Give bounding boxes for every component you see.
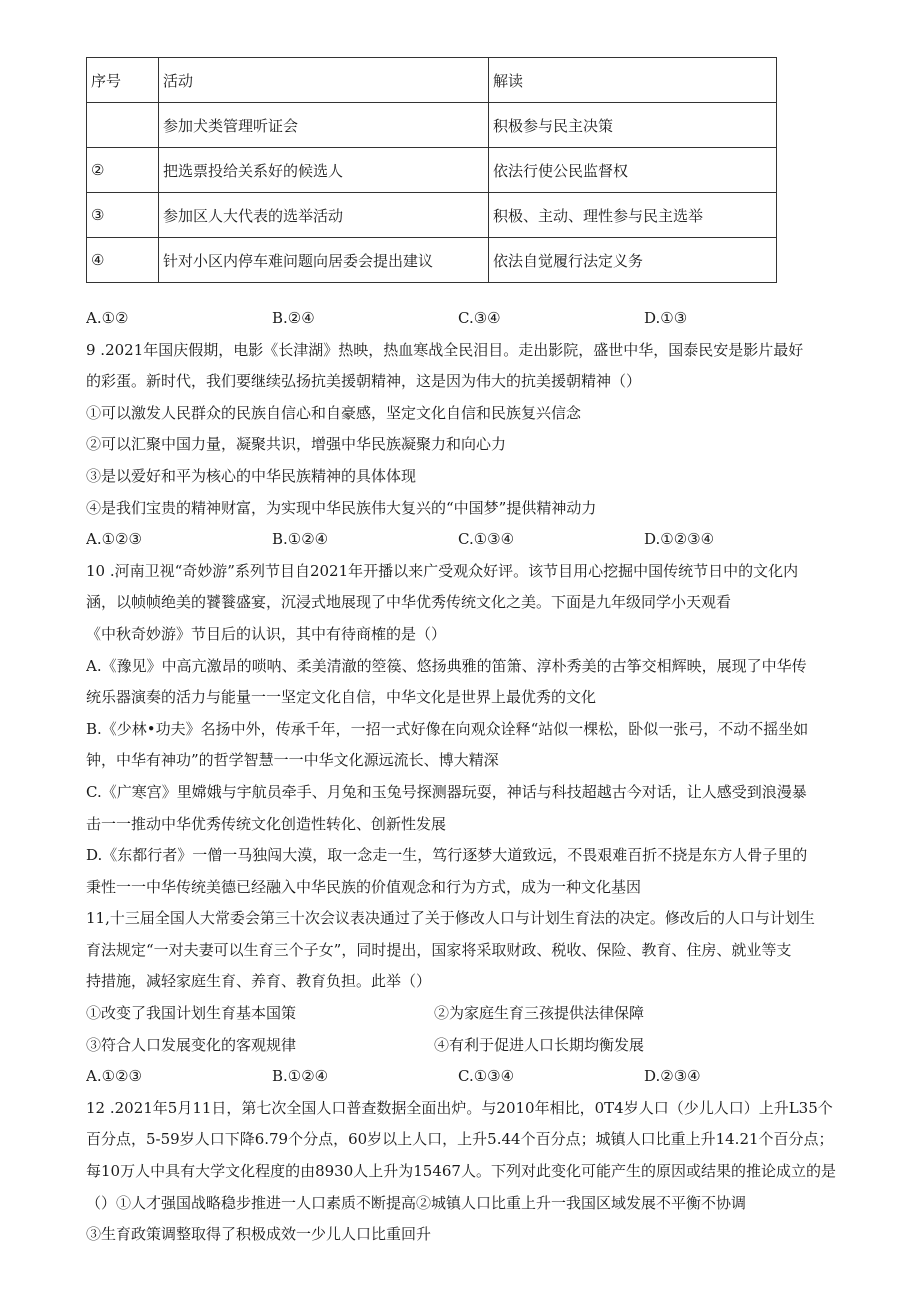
- option-b: B.②④: [272, 309, 315, 327]
- q12-stem-line: ③生育政策调整取得了积极成效一少儿人口比重回升: [86, 1225, 432, 1244]
- q9-item: ③是以爱好和平为核心的中华民族精神的具体体现: [86, 466, 417, 485]
- option-a: A.①②: [86, 309, 129, 327]
- option-b: B.①②④: [272, 530, 329, 549]
- table-cell: ②: [87, 148, 159, 193]
- option-d: D.①③: [644, 309, 688, 327]
- table-cell: ③: [87, 193, 159, 238]
- q9-item: ②可以汇聚中国力量，凝聚共识，增强中华民族凝聚力和向心力: [86, 435, 507, 454]
- table-cell: 参加犬类管理听证会: [159, 103, 489, 148]
- q10-choice-b: 钟，中华有神功”的哲学智慧一一中华文化源远流长、博大精深: [86, 751, 499, 770]
- q11-item: ②为家庭生育三孩提供法律保障: [434, 1004, 645, 1023]
- q9-stem-line: 9 .2021年国庆假期，电影《长津湖》热映，热血寒战全民泪目。走出影院，盛世中华，国泰民安是影片最好: [86, 340, 804, 359]
- q11-stem-line: 育法规定“一对夫妻可以生育三个子女”，同时提出，国家将采取财政、税收、保险、教育、住房、就业等支: [86, 940, 792, 959]
- q9-item: ④是我们宝贵的精神财富，为实现中华民族伟大复兴的“中国梦”提供精神动力: [86, 498, 597, 517]
- option-c: C.③④: [458, 309, 501, 327]
- q11-stem-line: 11,十三届全国人大常委会第三十次会议表决通过了关于修改人口与计划生育法的决定。修改后的人口与计划生: [86, 909, 815, 928]
- q10-stem-line: 10 .河南卫视“奇妙游”系列节目自2021年开播以来广受观众好评。该节目用心挖掘中国传统节日中的文化内: [86, 561, 799, 580]
- option-d: D.①②③④: [644, 530, 715, 549]
- activity-table: [86, 57, 777, 283]
- option-c: C.①③④: [458, 1067, 515, 1086]
- q10-choice-d: 秉性一一中华传统美德已经融入中华民族的价值观念和行为方式，成为一种文化基因: [86, 877, 642, 896]
- q9-item: ①可以激发人民群众的民族自信心和自豪感，坚定文化自信和民族复兴信念: [86, 403, 582, 422]
- q11-item: ④有利于促进人口长期均衡发展: [434, 1035, 645, 1054]
- table-cell: 参加区人大代表的选举活动: [159, 193, 489, 238]
- option-a: A.①②③: [86, 530, 142, 549]
- table-cell: ④: [87, 238, 159, 283]
- table-row: [87, 193, 777, 238]
- q11-item: ①改变了我国计划生育基本国策: [86, 1004, 297, 1023]
- table-cell: 积极参与民主决策: [489, 103, 777, 148]
- q11-items-row: [86, 998, 846, 1030]
- option-b: B.①②④: [272, 1067, 329, 1086]
- table-cell: 依法自觉履行法定义务: [489, 238, 777, 283]
- q12-stem-line: （）①人才强国战略稳步推进一人口素质不断提高②城镇人口比重上升一我国区域发展不平衡不协调: [86, 1193, 747, 1212]
- table-cell: [87, 103, 159, 148]
- q12-stem-line: 12 .2021年5月11日，第七次全国人口普查数据全面出炉。与2010年相比，0T4岁人口（少儿人口）上升L35个: [86, 1098, 833, 1117]
- table-row: [87, 148, 777, 193]
- q8-options: [86, 303, 846, 335]
- question-content: [86, 303, 846, 1251]
- q11-stem-line: 持措施，减轻家庭生育、养育、教育负担。此举（）: [86, 972, 432, 991]
- table-row: [87, 103, 777, 148]
- table-header-row: [87, 58, 777, 103]
- q10-choice-d: D.《东都行者》一僧一马独闯大漠，取一念走一生，笃行逐梦大道致远，不畏艰难百折不挠是东方人骨子里的: [86, 846, 808, 865]
- table-cell: 把选票投给关系好的候选人: [159, 148, 489, 193]
- option-a: A.①②③: [86, 1067, 142, 1086]
- q11-item: ③符合人口发展变化的客观规律: [86, 1035, 297, 1054]
- header-cell: 解读: [489, 58, 777, 103]
- table-row: [87, 238, 777, 283]
- table-cell: 依法行使公民监督权: [489, 148, 777, 193]
- q10-stem-line: 《中秋奇妙游》节目后的认识，其中有待商榷的是（）: [86, 624, 447, 643]
- table-cell: 积极、主动、理性参与民主选举: [489, 193, 777, 238]
- q12-stem-line: 每10万人中具有大学文化程度的由8930人上升为15467人。下列对此变化可能产生的原因或结果的推论成立的是: [86, 1162, 836, 1181]
- q9-stem-line: 的彩蛋。新时代，我们要继续弘扬抗美援朝精神，这是因为伟大的抗美援朝精神（）: [86, 372, 642, 391]
- q11-options: [86, 1061, 846, 1093]
- q12-stem-line: 百分点，5-59岁人口下降6.79个分点，60岁以上人口，上升5.44个百分点；城镇人口比重上升14.21个百分点；: [86, 1130, 834, 1149]
- q9-options: [86, 524, 846, 556]
- q10-choice-c: C.《广寒宫》里嫦娥与宇航员牵手、月兔和玉兔号探测器玩耍，神话与科技超越古今对话，让人感受到浪漫暴: [86, 782, 807, 801]
- q10-choice-c: 击一一推动中华优秀传统文化创造性转化、创新性发展: [86, 814, 447, 833]
- header-cell: 序号: [87, 58, 159, 103]
- option-d: D.②③④: [644, 1067, 701, 1086]
- option-c: C.①③④: [458, 530, 515, 549]
- q11-items-row: [86, 1030, 846, 1062]
- q10-choice-a: 统乐器演奏的活力与能量一一坚定文化自信，中华文化是世界上最优秀的文化: [86, 688, 597, 707]
- q10-stem-line: 涵，以帧帧绝美的饕餮盛宴，沉浸式地展现了中华优秀传统文化之美。下面是九年级同学小天观看: [86, 593, 732, 612]
- q10-choice-a: A.《豫见》中高亢激昂的唢呐、柔美清澈的箜篌、悠扬典雅的笛箫、淳朴秀美的古筝交相辉映，展现了中华传: [86, 656, 807, 675]
- header-cell: 活动: [159, 58, 489, 103]
- q10-choice-b: B.《少林•功夫》名扬中外，传承千年，一招一式好像在向观众诠释“站似一棵松，卧似一张弓，不动不摇坐如: [86, 719, 809, 738]
- table-cell: 针对小区内停车难问题向居委会提出建议: [159, 238, 489, 283]
